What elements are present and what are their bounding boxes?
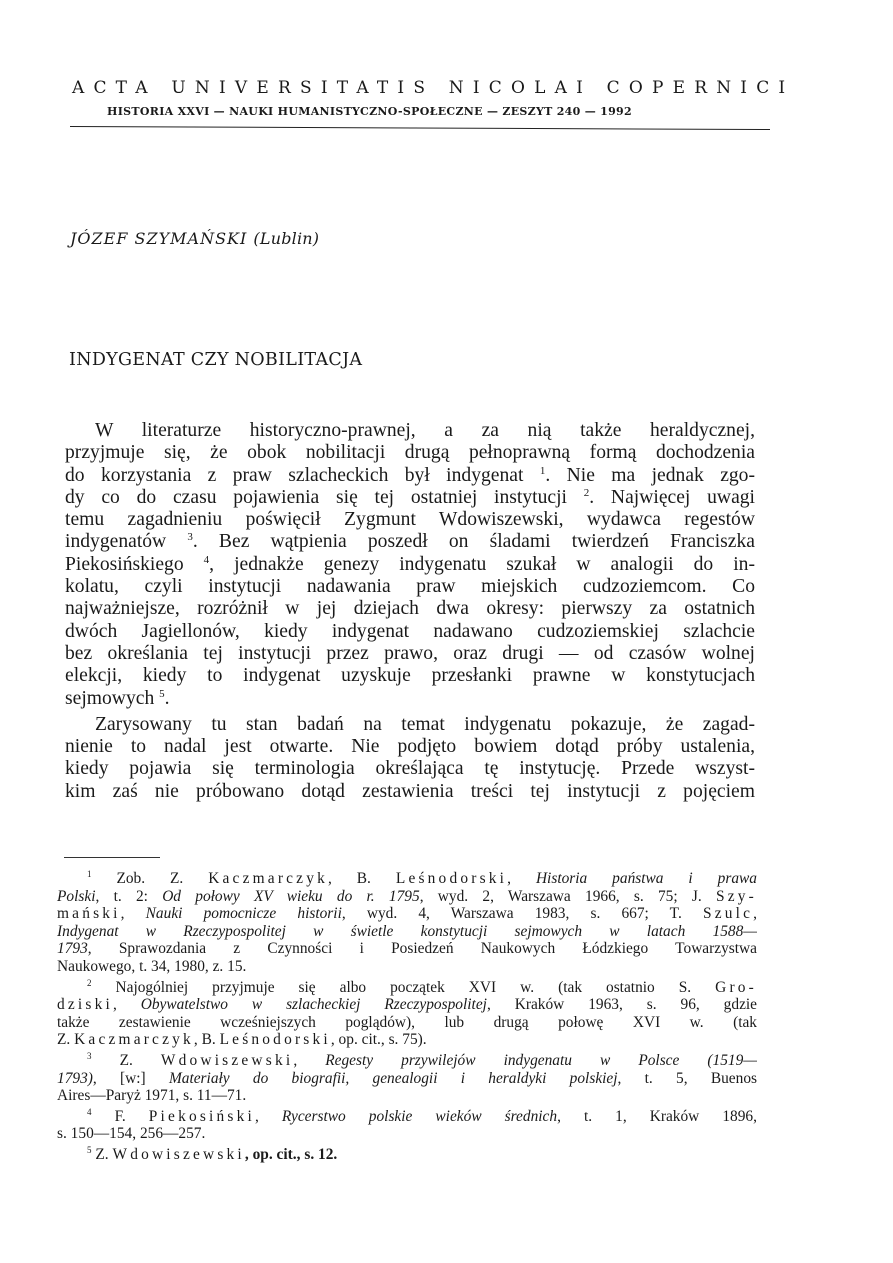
footnote-line: Z. Kaczmarczyk, B. Leśnodorski, op. cit., s. 75). bbox=[57, 1031, 427, 1049]
author-line bbox=[70, 229, 319, 248]
body-line: kim zaś nie próbowano dotąd zestawienia treści tej instytucji z pojęciem bbox=[65, 780, 755, 802]
footnote-line: mański, Nauki pomocnicze historii, wyd. 4, Warszawa 1983, s. 667; T. Szulc, bbox=[57, 905, 757, 923]
author-affiliation: (Lublin) bbox=[253, 229, 320, 248]
body-line: nienie to nadal jest otwarte. Nie podjęto bowiem dotąd próby ustalenia, bbox=[65, 736, 755, 758]
body-line: W literaturze historyczno-prawnej, a za nią także heraldycznej, bbox=[95, 420, 755, 441]
footnotes bbox=[57, 870, 757, 1164]
body-line: temu zagadnieniu poświęcił Zygmunt Wdowiszewski, wydawca regestów bbox=[65, 509, 755, 531]
body-line: indygenatów $^3$. Bez wątpienia poszedł on śladami twierdzeń Franciszka bbox=[65, 531, 755, 553]
body-line: najważniejsze, rozróżnił w jej dziejach dwa okresy: pierwszy za ostatnich bbox=[65, 598, 755, 620]
footnote-3: $^3$ Z. Wdowiszewski, Regesty przywilejów indygenatu w Polsce (1519— bbox=[87, 1050, 757, 1069]
footnote-4: $^4$ F. Piekosiński, Rycerstwo polskie wieków średnich, t. 1, Kraków 1896, bbox=[87, 1106, 757, 1125]
footnote-line: 1793), [w:] Materiały do biografii, genealogii i heraldyki polskiej, t. 5, Buenos bbox=[57, 1069, 758, 1087]
journal-title: ACTA UNIVERSITATIS NICOLAI COPERNICI bbox=[72, 78, 795, 98]
footnote-separator bbox=[64, 857, 160, 858]
body-line: kiedy pojawia się terminologia określająca tę instytucję. Przede wszyst- bbox=[65, 758, 755, 780]
footnote-line: Aires—Paryż 1971, s. 11—71. bbox=[57, 1087, 247, 1105]
footnote-line: Polski, t. 2: Od połowy XV wieku do r. 1795, wyd. 2, Warszawa 1966, s. 75; J. Szy- bbox=[57, 887, 757, 905]
footnote-line: Indygenat w Rzeczypospolitej w świetle konstytucji sejmowych w latach 1588— bbox=[57, 922, 757, 940]
footnote-line: Naukowego, t. 34, 1980, z. 15. bbox=[57, 957, 247, 975]
footnote-line: s. 150—154, 256—257. bbox=[57, 1125, 206, 1143]
body-line: bez określania tej instytucji przez prawo, oraz drugi — od czasów wolnej bbox=[65, 642, 755, 664]
body-line: Piekosińskiego $^4$, jednakże genezy indygenatu szukał w analogii do in- bbox=[65, 553, 755, 575]
footnote-ref[interactable]: 1 bbox=[539, 464, 546, 477]
footnote-ref[interactable]: 5 bbox=[159, 687, 165, 700]
footnote-line: 1793, Sprawozdania z Czynności i Posiedzeń Naukowych Łódzkiego Towarzystwa bbox=[57, 940, 757, 958]
footnote-line: także zestawienie wcześniejszych poglądów), lub drugą połowę XVI w. (tak bbox=[57, 1013, 757, 1031]
body-line: Zarysowany tu stan badań na temat indygenatu pokazuje, że zagad- bbox=[95, 713, 755, 735]
body-line: dwóch Jagiellonów, kiedy indygenat nadawano cudzoziemskiej szlachcie bbox=[65, 620, 755, 642]
journal-series-line: HISTORIA XXVI — NAUKI HUMANISTYCZNO-SPOŁECZNE — ZESZYT 240 — 1992 bbox=[107, 105, 632, 118]
body-line: kolatu, czyli instytucji nadawania praw miejskich cudzoziemcom. Co bbox=[65, 576, 755, 598]
footnote-ref[interactable]: 3 bbox=[187, 531, 193, 544]
body-line: do korzystania z praw szlacheckich był indygenat $^1$. Nie ma jednak zgo- bbox=[65, 464, 756, 486]
footnote-ref[interactable]: 4 bbox=[203, 553, 210, 566]
header-rule bbox=[70, 126, 770, 130]
footnote-5: $^5$ Z. Wdowiszewski, op. cit., s. 12. bbox=[87, 1144, 338, 1163]
article-body bbox=[65, 420, 755, 803]
footnote-ref[interactable]: 2 bbox=[583, 486, 590, 499]
article-title: INDYGENAT CZY NOBILITACJA bbox=[69, 350, 363, 370]
author-name: JÓZEF SZYMAŃSKI bbox=[70, 229, 248, 248]
body-line: dy co do czasu pojawienia się tej ostatniej instytucji $^2$. Najwięcej uwagi bbox=[65, 486, 756, 508]
footnote-2: $^2$ Najogólniej przyjmuje się albo początek XVI w. (tak ostatnio S. Gro- bbox=[87, 977, 757, 996]
footnote-1: $^1$ Zob. Z. Kaczmarczyk, B. Leśnodorski, Historia państwa i prawa bbox=[87, 869, 757, 887]
body-line: sejmowych $^5$. bbox=[65, 687, 170, 709]
body-line: przyjmuje się, że obok nobilitacji drugą pełnoprawną formą dochodzenia bbox=[65, 442, 755, 464]
body-line: elekcji, kiedy to indygenat uzyskuje przesłanki prawne w konstytucjach bbox=[65, 665, 755, 687]
footnote-line: dziski, Obywatelstwo w szlacheckiej Rzeczypospolitej, Kraków 1963, s. 96, gdzie bbox=[57, 996, 758, 1014]
